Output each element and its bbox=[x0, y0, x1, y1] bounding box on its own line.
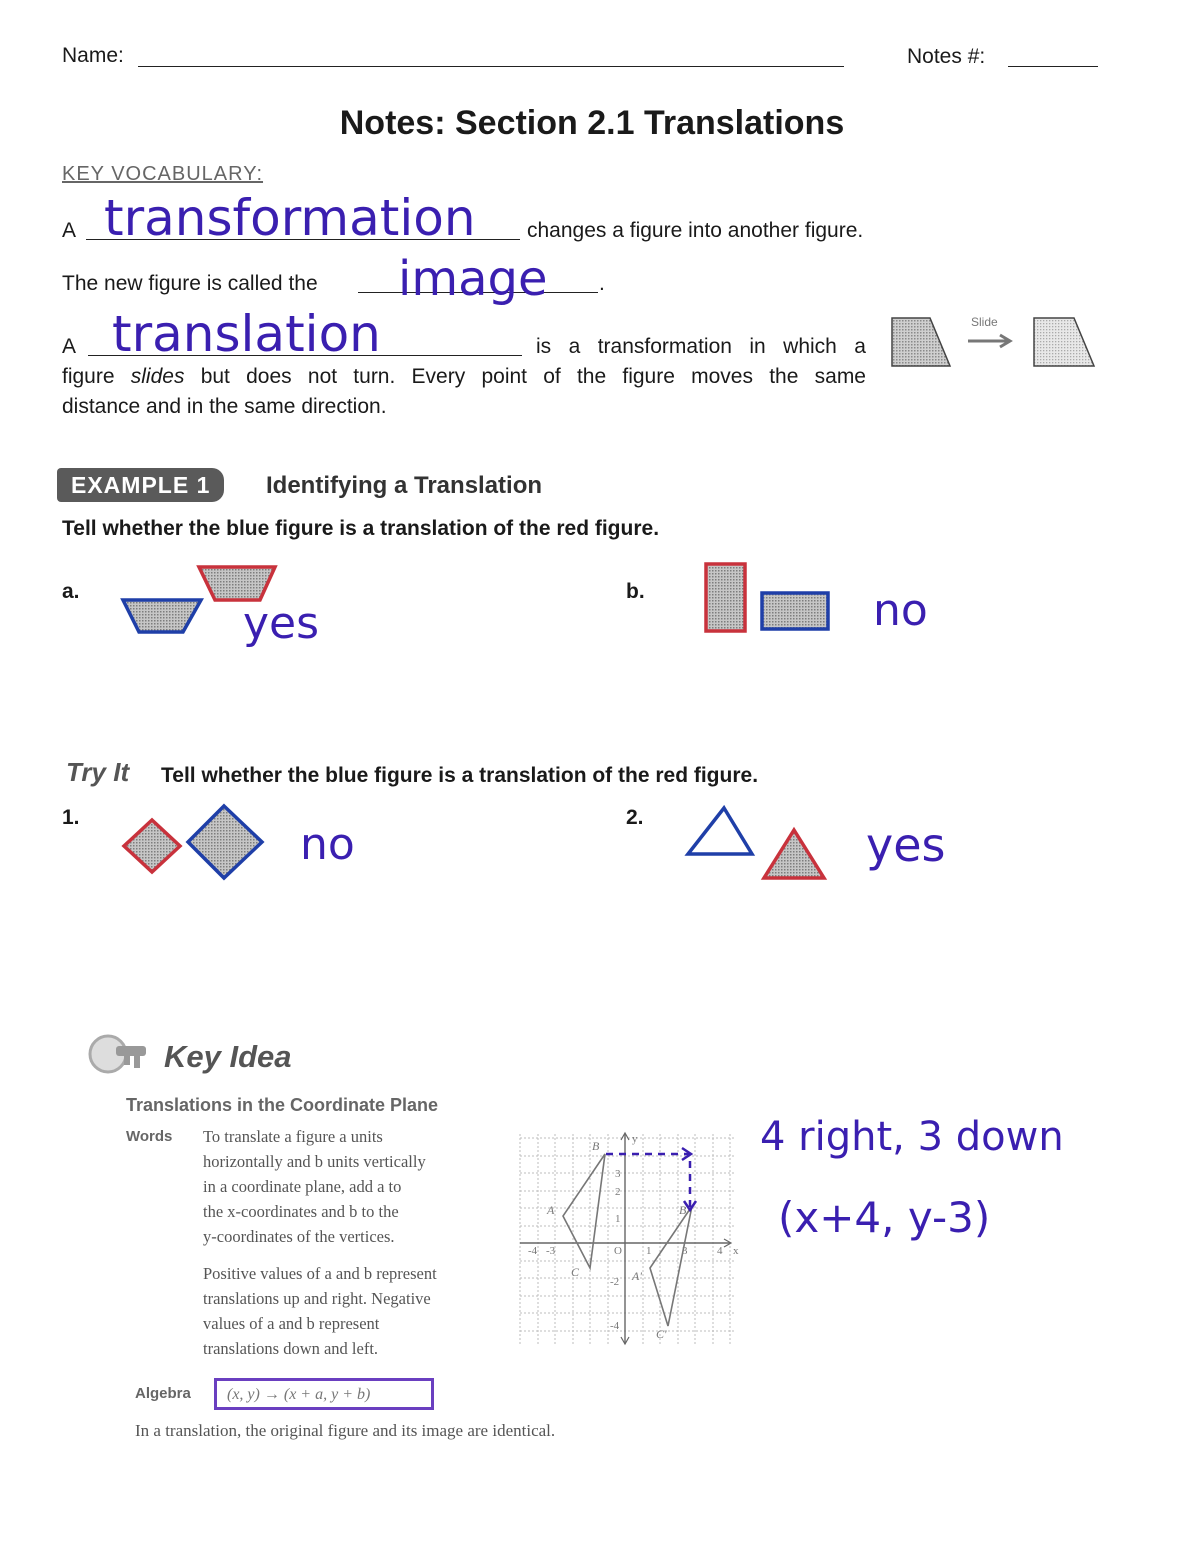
graph-axis-x-label: x bbox=[733, 1245, 739, 1257]
example-instruction: Tell whether the blue figure is a translation of the red figure. bbox=[62, 517, 660, 540]
tryit-instruction: Tell whether the blue figure is a translation of the red figure. bbox=[161, 764, 759, 787]
graph-tick-y4: -4 bbox=[610, 1320, 620, 1332]
graph-point-B: B bbox=[592, 1139, 600, 1153]
slide-label: Slide bbox=[971, 315, 998, 329]
algebra-formula-box: (x, y) → (x + a, y + b) bbox=[214, 1378, 434, 1410]
example-badge: EXAMPLE 1 bbox=[57, 468, 224, 502]
graph-tick-x4: 3 bbox=[682, 1245, 688, 1257]
example-b-figures bbox=[700, 558, 840, 638]
graph-grid bbox=[520, 1134, 734, 1346]
example-a-blue-trapezoid bbox=[123, 600, 201, 632]
example-a-answer: yes bbox=[243, 598, 320, 649]
tryit-2-label: 2. bbox=[626, 806, 644, 829]
example-b-red-rectangle bbox=[706, 564, 745, 631]
vocab-line1-suffix: changes a figure into another figure. bbox=[527, 219, 864, 242]
example-b-blue-rectangle bbox=[762, 593, 828, 629]
notes-number-label: Notes #: bbox=[907, 45, 986, 68]
tryit-1-red-diamond bbox=[124, 820, 180, 872]
graph-point-C: C bbox=[571, 1265, 580, 1279]
graph-tick-x5: 4 bbox=[717, 1245, 723, 1257]
key-idea-closing: In a translation, the original figure and its image are identical. bbox=[135, 1421, 556, 1440]
example-heading: Identifying a Translation bbox=[266, 472, 543, 499]
positive-values-text: Positive values of a and b represent translations up and right. Negative values of a and b represent translations down and left. bbox=[203, 1264, 437, 1358]
words-text: To translate a figure a units horizontally and b units vertically in a coordinate plane, add a to the x-coordinates and b to the y-coordinates of the vertices. bbox=[203, 1127, 426, 1246]
vocab-answer-transformation: transformation bbox=[104, 189, 476, 247]
graph-point-C-prime: C' bbox=[656, 1327, 667, 1341]
example-a-label: a. bbox=[62, 580, 80, 603]
graph-tick-x1: -3 bbox=[546, 1245, 556, 1257]
tryit-1-figures bbox=[118, 800, 268, 884]
algebra-label: Algebra bbox=[135, 1385, 191, 1402]
vocab-line1-prefix: A bbox=[62, 219, 77, 242]
graph-image-triangle bbox=[650, 1206, 692, 1326]
handwritten-4-right-3-down: 4 right, 3 down bbox=[760, 1114, 1064, 1160]
tryit-1-answer: no bbox=[300, 819, 355, 870]
name-field[interactable] bbox=[138, 66, 844, 67]
vocab-heading: KEY VOCABULARY: bbox=[62, 163, 264, 185]
name-label: Name: bbox=[62, 44, 124, 67]
slide-image-trapezoid bbox=[1034, 318, 1094, 366]
tryit-1-label: 1. bbox=[62, 806, 80, 829]
page-title: Notes: Section 2.1 Translations bbox=[339, 104, 845, 142]
graph-axis-y-label: y bbox=[632, 1133, 638, 1145]
vocab-line3-continuation: figure slides but does not turn. Every point of the figure moves the same bbox=[62, 365, 866, 388]
words-label: Words bbox=[126, 1128, 173, 1145]
vocab-line3-prefix: A bbox=[62, 335, 77, 358]
translation-path-arrow bbox=[606, 1154, 690, 1208]
key-idea-heading: Key Idea bbox=[164, 1039, 292, 1074]
example-b-answer: no bbox=[873, 585, 928, 636]
graph-tick-x0: -4 bbox=[528, 1245, 538, 1257]
tryit-2-answer: yes bbox=[866, 818, 946, 872]
example-a-red-trapezoid bbox=[199, 567, 275, 600]
example-b-label: b. bbox=[626, 580, 645, 603]
vocab-answer-image: image bbox=[398, 251, 548, 307]
tryit-1-blue-diamond bbox=[188, 806, 262, 878]
graph-point-B-prime: B' bbox=[679, 1203, 689, 1217]
handwritten-rule: (x+4, y-3) bbox=[778, 1193, 991, 1242]
vocab-answer-translation: translation bbox=[112, 305, 381, 363]
graph-original-triangle bbox=[563, 1154, 605, 1268]
vocab-line2-prefix: The new figure is called the bbox=[62, 272, 318, 295]
tryit-2-red-triangle bbox=[764, 830, 824, 878]
slide-illustration bbox=[884, 308, 1099, 372]
graph-point-A-prime: A' bbox=[632, 1269, 642, 1283]
graph-point-A: A bbox=[547, 1203, 555, 1217]
key-idea-icon bbox=[86, 1024, 152, 1082]
notes-number-field[interactable] bbox=[1008, 66, 1098, 67]
graph-tick-y1: 2 bbox=[615, 1186, 621, 1198]
tryit-label: Try It bbox=[66, 757, 130, 787]
tryit-2-blue-triangle bbox=[688, 808, 752, 854]
slide-arrow-icon bbox=[968, 335, 1010, 347]
graph-tick-y0: 3 bbox=[615, 1168, 621, 1180]
tryit-2-figures bbox=[682, 800, 832, 884]
vocab-line3-continuation-2: distance and in the same direction. bbox=[62, 395, 387, 418]
vocab-line3-suffix: is a transformation in which a bbox=[536, 335, 866, 358]
key-idea-subheading: Translations in the Coordinate Plane bbox=[126, 1095, 439, 1115]
graph-tick-x2: O bbox=[614, 1245, 622, 1257]
graph-tick-y2: 1 bbox=[615, 1213, 621, 1225]
vocab-line2-suffix: . bbox=[599, 272, 605, 295]
slide-original-trapezoid bbox=[892, 318, 950, 366]
graph-tick-x3: 1 bbox=[646, 1245, 652, 1257]
graph-tick-y3: -2 bbox=[610, 1276, 620, 1288]
coordinate-graph bbox=[518, 1130, 740, 1350]
